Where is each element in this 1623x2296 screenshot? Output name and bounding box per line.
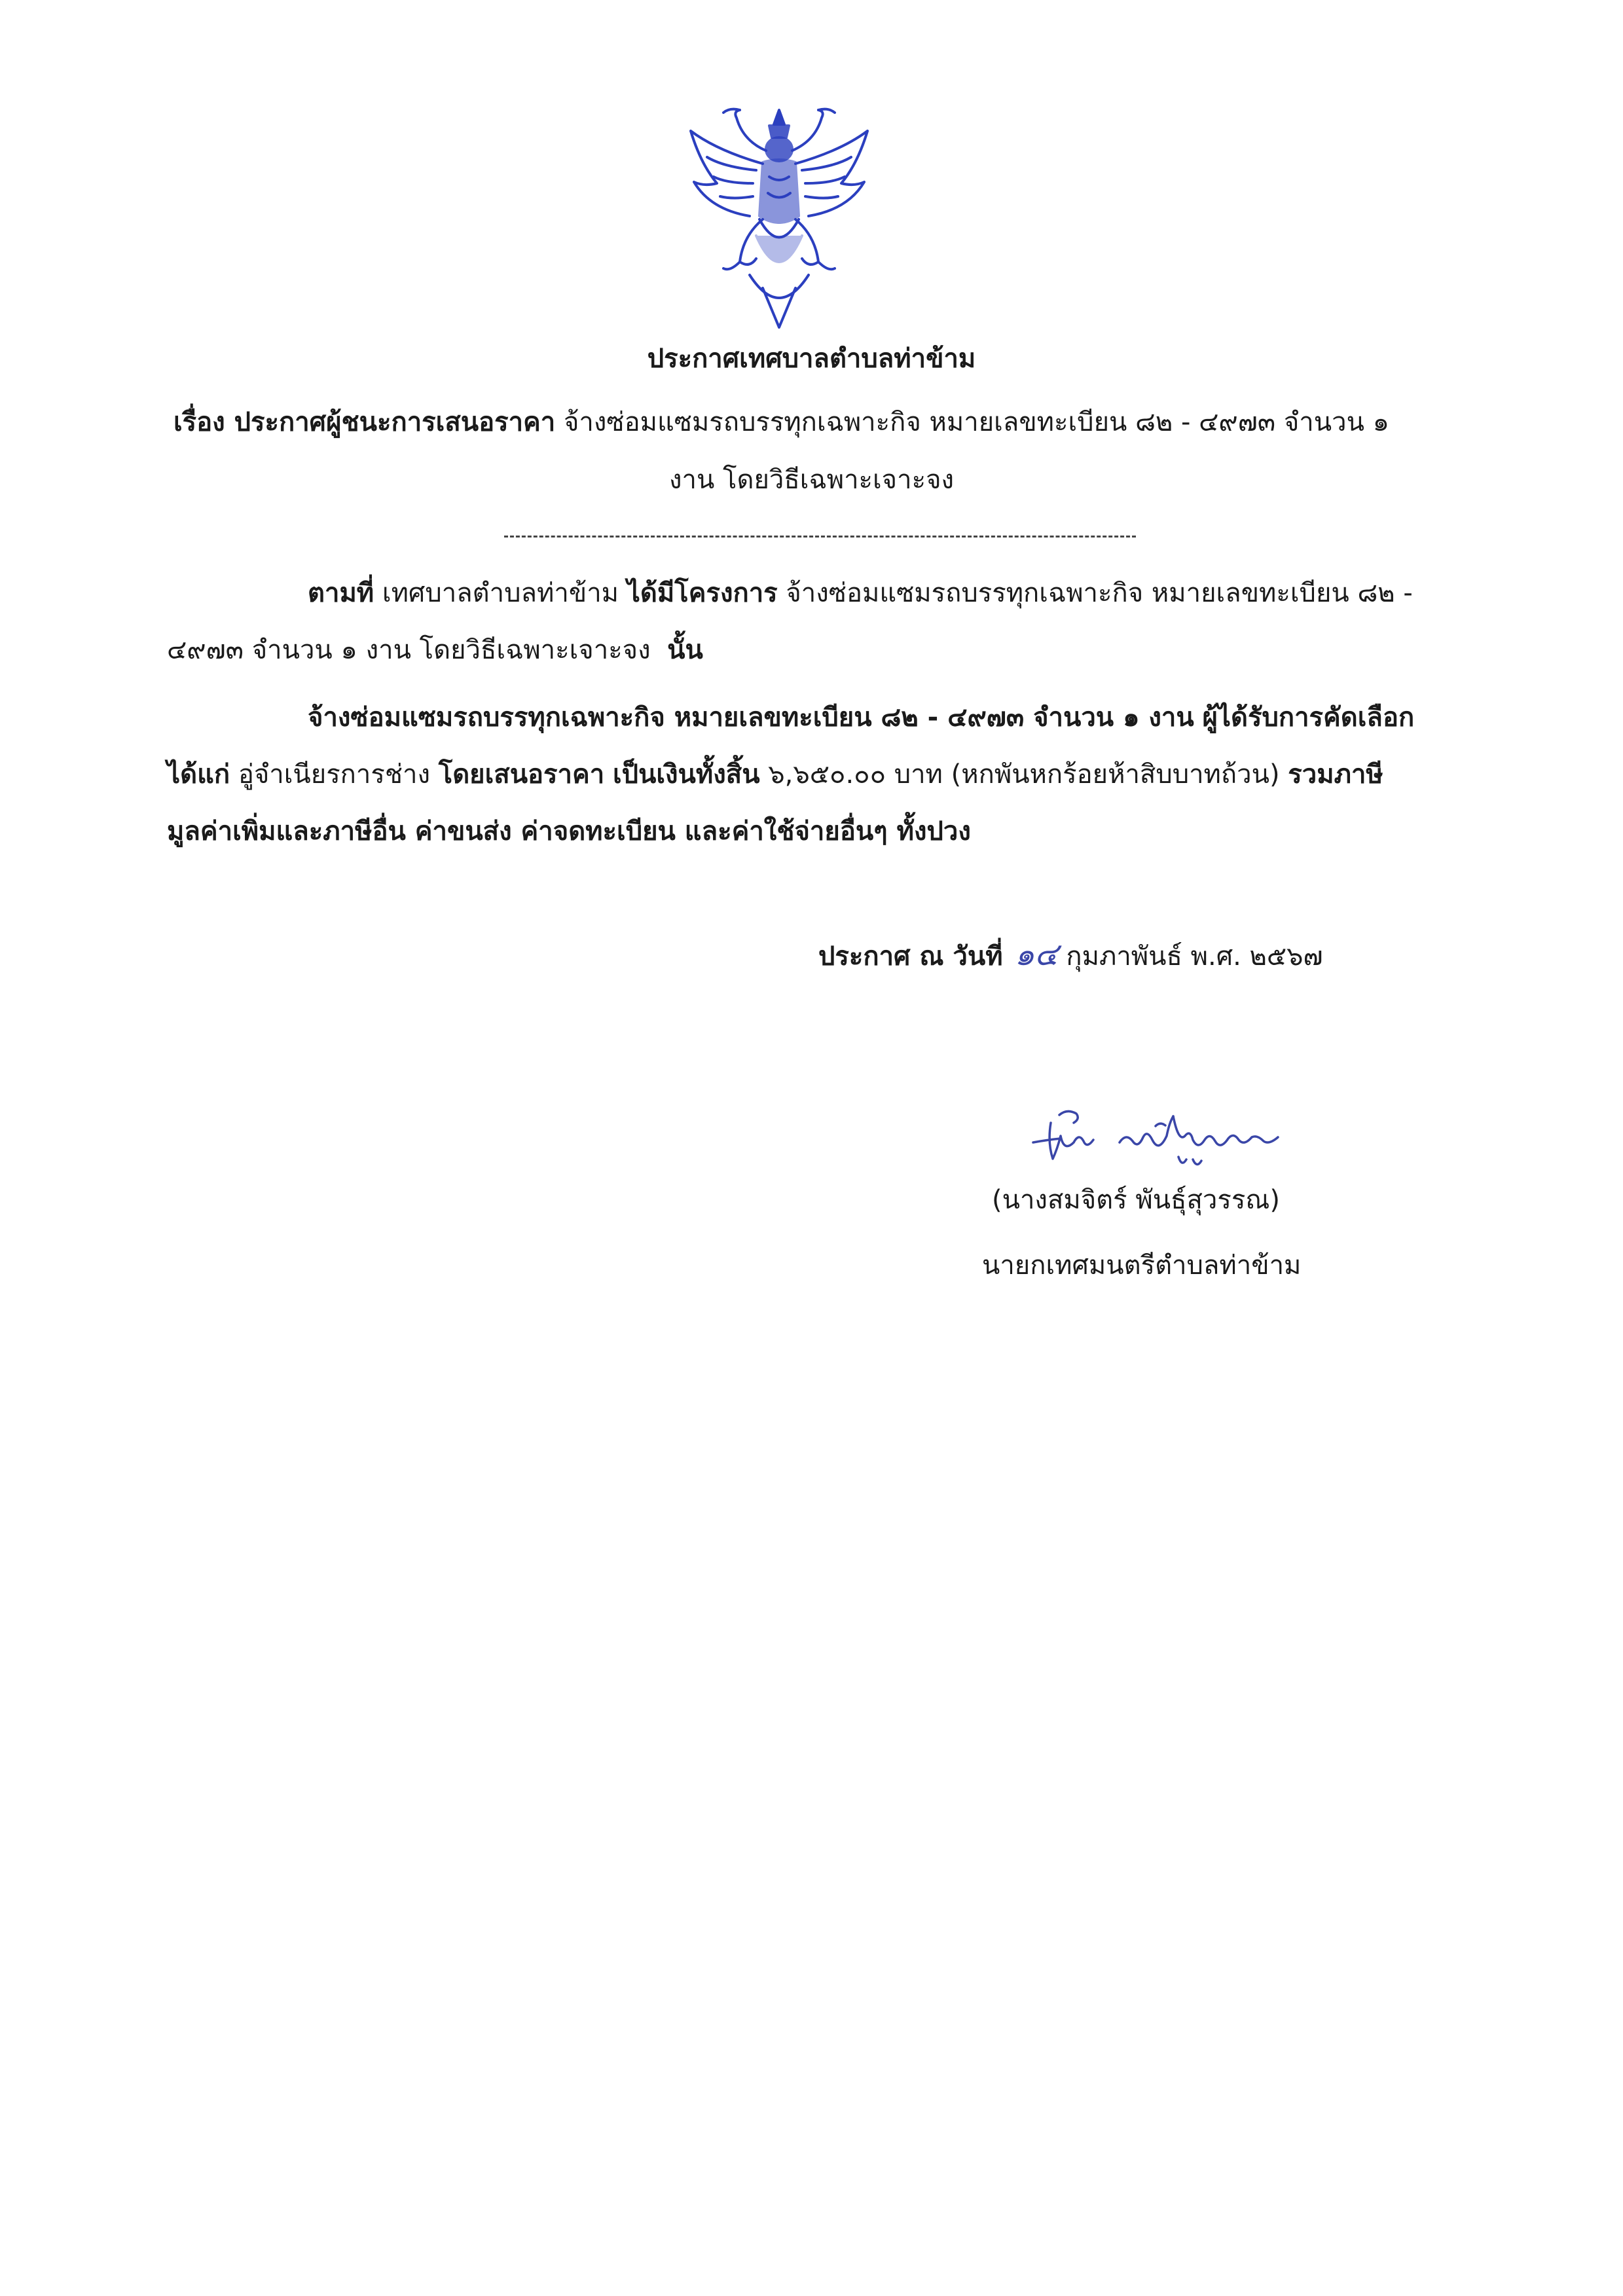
p2-amount: ๖,๖๕๐.๐๐ บาท (หกพันหกร้อยห้าสิบบาทถ้วน)	[768, 759, 1280, 790]
date-rest: กุมภาพันธ์ พ.ศ. ๒๕๖๗	[1066, 941, 1323, 972]
p1-line2: ๔๙๗๓ จำนวน ๑ งาน โดยวิธีเฉพาะเจาะจง	[167, 635, 651, 665]
paragraph-2-line-2	[167, 753, 1383, 795]
p2-vendor: อู่จำเนียรการช่าง	[238, 759, 430, 790]
p1-org: เทศบาลตำบลท่าข้าม	[382, 578, 619, 608]
date-day-handwritten: ๑๔	[1014, 936, 1059, 973]
announcement-date	[818, 930, 1323, 979]
p1-lead: ตามที่	[308, 578, 374, 608]
p2-l3: มูลค่าเพิ่มและภาษีอื่น ค่าขนส่ง ค่าจดทะเบียน และค่าใช้จ่ายอื่นๆ ทั้งปวง	[167, 816, 971, 847]
paragraph-1-line-2	[167, 629, 703, 670]
p2-selected: ผู้ได้รับการคัดเลือก	[1202, 702, 1415, 733]
p2-l2-c: เป็นเงินทั้งสิ้น	[612, 759, 760, 790]
paragraph-2-line-1	[308, 696, 1414, 738]
p2-l2-a: ได้แก่	[167, 759, 230, 790]
signatory-position: นายกเทศมนตรีตำบลท่าข้าม	[982, 1250, 1302, 1281]
p2-lead: จ้างซ่อมแซมรถบรรทุกเฉพาะกิจ หมายเลขทะเบียน ๘๒ - ๔๙๗๓ จำนวน ๑ งาน	[308, 702, 1194, 733]
subject-label: เรื่อง ประกาศผู้ชนะการเสนอราคา	[173, 407, 556, 437]
paragraph-2-line-3	[167, 810, 971, 852]
announcement-title: ประกาศเทศบาลตำบลท่าข้าม	[647, 344, 976, 374]
divider	[504, 536, 1136, 538]
handwritten-signature-icon	[1021, 1097, 1296, 1188]
p2-l2-b: โดยเสนอราคา	[438, 759, 605, 790]
subject-line	[173, 401, 1483, 443]
paragraph-1-line-1	[308, 572, 1413, 613]
garuda-emblem-icon	[678, 105, 881, 331]
subject-line-2: งาน โดยวิธีเฉพาะเจาะจง	[668, 465, 955, 495]
p1-mid: ได้มีโครงการ	[627, 578, 778, 608]
p1-end: นั้น	[667, 635, 703, 665]
subject-text: จ้างซ่อมแซมรถบรรทุกเฉพาะกิจ หมายเลขทะเบียน ๘๒ - ๔๙๗๓ จำนวน ๑	[563, 407, 1390, 437]
signatory-name: (นางสมจิตร์ พันธุ์สุวรรณ)	[992, 1185, 1281, 1215]
p1-text: จ้างซ่อมแซมรถบรรทุกเฉพาะกิจ หมายเลขทะเบียน ๘๒ -	[786, 578, 1413, 608]
p2-l2-d: รวมภาษี	[1288, 759, 1383, 790]
date-label: ประกาศ ณ วันที่	[818, 941, 1003, 972]
